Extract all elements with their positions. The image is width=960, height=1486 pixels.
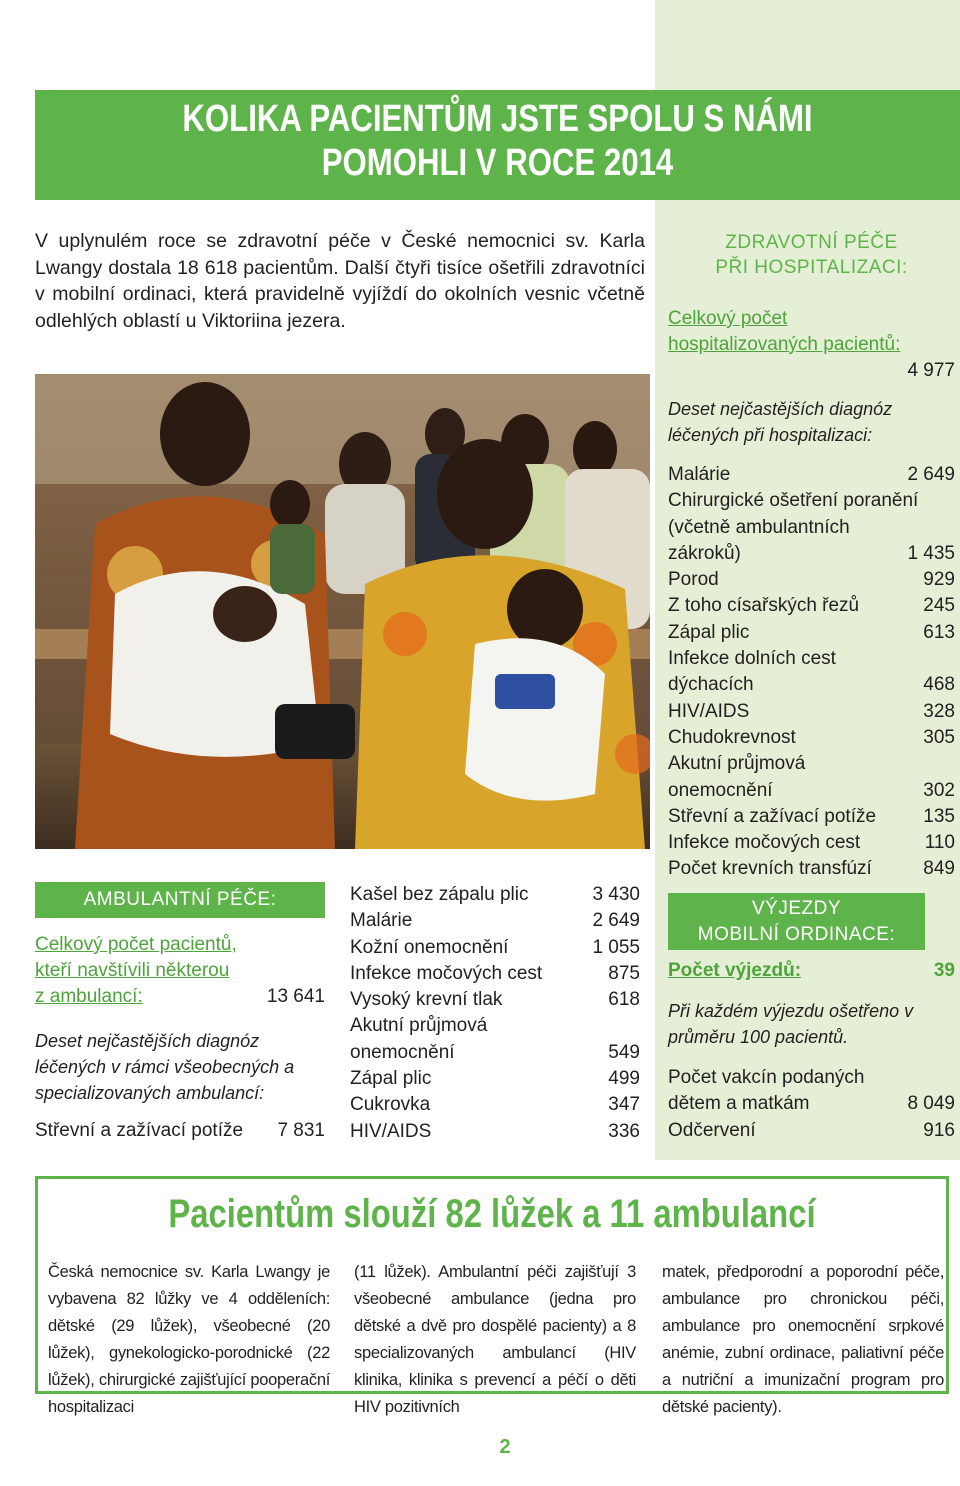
list-item xyxy=(668,856,955,882)
beds-info-box xyxy=(35,1176,949,1416)
mobile-trips-value: 39 xyxy=(933,960,955,981)
list-item-value: 3 430 xyxy=(592,884,640,905)
ambulatory-first-diagnosis xyxy=(35,1118,325,1144)
photo-mothers-with-infants xyxy=(35,374,650,849)
list-item-label: Akutní průjmová xyxy=(350,1015,488,1037)
list-item-label: Vysoký krevní tlak xyxy=(350,989,503,1011)
list-item-label: Zápal plic xyxy=(350,1068,432,1090)
list-item xyxy=(350,961,640,987)
list-item xyxy=(350,908,640,934)
list-item-value: 2 649 xyxy=(592,910,640,932)
hospital-total-value: 4 977 xyxy=(907,360,955,381)
list-item-label: HIV/AIDS xyxy=(350,1120,432,1142)
list-item-label: Akutní průjmová xyxy=(668,753,806,775)
diagnosis-label: Střevní a zažívací potíže xyxy=(35,1120,244,1141)
mobile-stats-list xyxy=(668,1065,955,1144)
beds-info-column-3: matek, předporodní a poporodní péče, ambulance pro chronickou péči, ambulance pro onemocnění srpkové anémie, zubní ordinace, paliativní péče a nutriční a imunizační program pro dětské pacienty). xyxy=(662,1263,944,1416)
list-item xyxy=(668,725,955,751)
list-item xyxy=(668,593,955,619)
page-title-line-2: POMOHLI V ROCE 2014 xyxy=(321,142,674,184)
mobile-heading-line-2: MOBILNÍ ORDINACE: xyxy=(697,924,896,945)
hospital-heading xyxy=(668,230,955,280)
mobile-note: Při každém výjezdu ošetřeno v průměru 100 pacientů. xyxy=(668,1001,914,1047)
ambulatory-total-value: 13 641 xyxy=(266,986,325,1007)
list-item-value: 347 xyxy=(608,1094,640,1116)
list-item-value: 305 xyxy=(923,726,955,748)
list-item xyxy=(350,1013,640,1039)
hospital-note: Deset nejčastějších diagnóz léčených při hospitalizaci: xyxy=(668,399,893,445)
list-item xyxy=(350,1119,640,1145)
list-item xyxy=(350,987,640,1013)
beds-info-title: Pacientům slouží 82 lůžek a 11 ambulancí xyxy=(168,1192,816,1236)
ambulatory-total-label-2: kteří navštívili některou xyxy=(35,960,230,981)
intro-paragraph: V uplynulém roce se zdravotní péče v České nemocnici sv. Karla Lwangy dostala 18 618 pacientům. Další čtyři tisíce ošetřili zdravotníci v mobilní ordinaci, která pravidelně vyjíždí do okolních vesnic včetně odlehlých oblastí u Viktoriina jezera. xyxy=(35,230,645,332)
list-item xyxy=(668,699,955,725)
list-item-label: Malárie xyxy=(668,464,731,485)
list-item-value: 549 xyxy=(608,1041,640,1063)
list-item xyxy=(350,882,640,908)
list-item xyxy=(35,1118,325,1144)
list-item xyxy=(668,672,955,698)
list-item-label: onemocnění xyxy=(668,779,773,801)
diagnosis-value: 7 831 xyxy=(277,1120,325,1141)
list-item-label: Kašel bez zápalu plic xyxy=(350,884,529,905)
list-item xyxy=(668,751,955,777)
list-item-label: Počet vakcín podaných xyxy=(668,1067,865,1088)
list-item xyxy=(668,1091,955,1117)
page-title-line-1: KOLIKA PACIENTŮM JSTE SPOLU S NÁMI xyxy=(182,98,813,140)
list-item-label: Porod xyxy=(668,569,719,591)
list-item xyxy=(668,830,955,856)
list-item-label: Z toho císařských řezů xyxy=(668,595,860,617)
list-item-label: Chirurgické ošetření poranění xyxy=(668,490,919,512)
list-item-value: 302 xyxy=(923,779,955,801)
beds-info-column-1: Česká nemocnice sv. Karla Lwangy je vybavena 82 lůžky ve 4 odděleních: dětské (29 lůžek), všeobecné (20 lůžek), gynekologicko-porodnické (22 lůžek), chirurgické zajišťující pooperační hospitalizaci xyxy=(48,1263,330,1416)
ambulatory-heading: AMBULANTNÍ PÉČE: xyxy=(35,882,325,918)
ambulatory-total-label-1: Celkový počet pacientů, xyxy=(35,934,237,955)
list-item xyxy=(668,515,955,541)
list-item xyxy=(350,1040,640,1066)
list-item-value: 110 xyxy=(924,832,955,854)
list-item xyxy=(668,1118,955,1144)
list-item-value: 916 xyxy=(923,1119,955,1141)
mobile-heading-line-1: VÝJEZDY xyxy=(751,898,842,919)
list-item-value: 135 xyxy=(923,805,955,827)
list-item-label: Zápal plic xyxy=(668,621,750,643)
mobile-trips-label: Počet výjezdů: xyxy=(668,960,802,981)
list-item-label: Chudokrevnost xyxy=(668,726,796,748)
list-item-label: HIV/AIDS xyxy=(668,700,750,722)
list-item xyxy=(668,567,955,593)
list-item-value: 336 xyxy=(608,1120,640,1142)
list-item-label: (včetně ambulantních xyxy=(668,516,850,538)
mobile-heading xyxy=(668,893,925,950)
mobile-trips xyxy=(668,958,955,984)
list-item-label: Cukrovka xyxy=(350,1094,431,1116)
list-item-label: Počet krevních transfúzí xyxy=(668,858,872,880)
list-item-label: Infekce močových cest xyxy=(350,962,543,984)
list-item-label: dětem a matkám xyxy=(668,1093,810,1115)
list-item xyxy=(668,462,955,488)
list-item-label: Infekce dolních cest xyxy=(668,648,836,670)
list-item-label: onemocnění xyxy=(350,1041,455,1063)
hospital-total xyxy=(668,306,955,384)
list-item-label: zákroků) xyxy=(668,542,741,564)
list-item-value: 468 xyxy=(923,674,955,696)
list-item-label: Infekce močových cest xyxy=(668,832,861,854)
ambulatory-note: Deset nejčastějších diagnóz léčených v rámci všeobecných a specializovaných ambulancí: xyxy=(35,1031,295,1103)
list-item xyxy=(668,646,955,672)
list-item-value: 2 649 xyxy=(907,464,955,485)
hospital-heading-line-1: ZDRAVOTNÍ PÉČE xyxy=(725,232,898,253)
list-item-label: Odčervení xyxy=(668,1119,756,1141)
list-item-label: Malárie xyxy=(350,910,413,932)
list-item-value: 613 xyxy=(923,621,955,643)
hospital-total-label-1: Celkový počet xyxy=(668,308,788,329)
hospital-heading-line-2: PŘI HOSPITALIZACI: xyxy=(715,257,908,278)
list-item-value: 8 049 xyxy=(907,1093,955,1115)
list-item xyxy=(668,804,955,830)
list-item-value: 328 xyxy=(923,700,955,722)
list-item-value: 1 435 xyxy=(907,542,955,564)
title-banner xyxy=(35,90,960,200)
list-item xyxy=(350,1066,640,1092)
list-item-label: Kožní onemocnění xyxy=(350,936,509,958)
list-item-value: 618 xyxy=(608,989,640,1011)
list-item-value: 929 xyxy=(923,569,955,591)
beds-info-column-2: (11 lůžek). Ambulantní péči zajišťují 3 všeobecné ambulance (jedna pro dětské a dvě pro dospělé pacienty) a 8 specializovaných ambulancí (HIV klinika, klinika s prevencí a péčí o děti HIV pozitivních xyxy=(354,1263,636,1416)
list-item-label: dýchacích xyxy=(668,674,754,696)
ambulatory-diagnosis-list xyxy=(350,882,640,1145)
list-item xyxy=(350,935,640,961)
list-item-label: Střevní a zažívací potíže xyxy=(668,805,877,827)
page-number: 2 xyxy=(499,1436,511,1458)
hospital-total-label-2: hospitalizovaných pacientů: xyxy=(668,334,901,355)
list-item-value: 245 xyxy=(923,595,955,617)
list-item xyxy=(668,1065,955,1091)
list-item-value: 1 055 xyxy=(592,936,640,958)
list-item-value: 499 xyxy=(608,1068,640,1090)
ambulatory-total-label-3: z ambulancí: xyxy=(35,986,143,1007)
list-item xyxy=(668,778,955,804)
list-item-value: 875 xyxy=(608,962,640,984)
list-item xyxy=(668,541,955,567)
hospital-diagnosis-list xyxy=(668,462,955,883)
list-item-value: 849 xyxy=(923,858,955,880)
list-item xyxy=(668,620,955,646)
list-item xyxy=(350,1092,640,1118)
list-item xyxy=(668,488,955,514)
ambulatory-total xyxy=(35,932,325,1010)
